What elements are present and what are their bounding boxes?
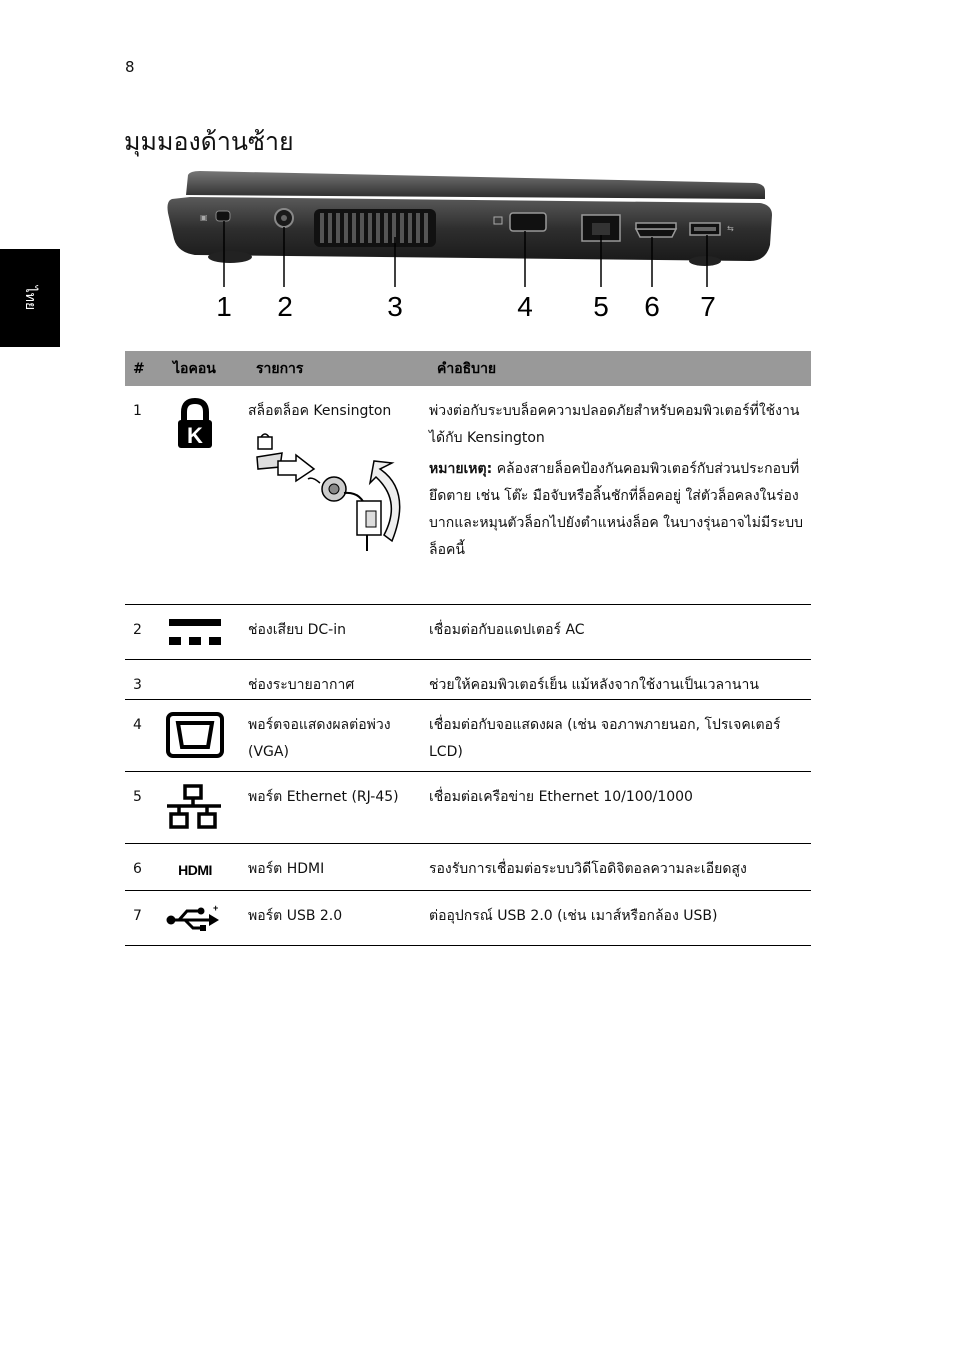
header-description: คำอธิบาย: [429, 351, 811, 386]
page-number: 8: [125, 58, 135, 76]
dc-in-icon: [167, 617, 223, 649]
row-description: รองรับการเชื่อมต่อระบบวิดีโอดิจิตอลความละเอียดสูง: [429, 844, 811, 891]
air-vent: [314, 209, 436, 247]
table-row: [125, 386, 811, 605]
callout-1: 1: [216, 291, 232, 322]
laptop-side-drawing: [160, 165, 780, 330]
vga-port: [510, 213, 546, 231]
table-row: [125, 772, 811, 844]
hdmi-icon: [165, 862, 225, 878]
row-item-label: สล็อตล็อค Kensington: [248, 403, 392, 419]
section-title: มุมมองด้านซ้าย: [124, 127, 294, 156]
row-item-label: พอร์ต HDMI: [248, 844, 429, 891]
vga-icon: [166, 712, 224, 758]
ethernet-icon: [165, 784, 223, 830]
table-row: [125, 891, 811, 946]
kensington-lock-icon: [175, 398, 215, 450]
row-description: พ่วงต่อกับระบบล็อคความปลอดภัยสำหรับคอมพิวเตอร์ที่ใช้งานได้กับ Kensington: [429, 403, 800, 446]
row-number: 1: [125, 386, 165, 605]
row-item-label: พอร์ตจอแสดงผลต่อพ่วง (VGA): [248, 700, 429, 772]
row-description: ต่ออุปกรณ์ USB 2.0 (เช่น เมาส์หรือกล้อง USB): [429, 891, 811, 946]
row-item-label: ช่องเสียบ DC-in: [248, 605, 429, 660]
row-description: ช่วยให้คอมพิวเตอร์เย็น แม้หลังจากใช้งานเป็นเวลานาน: [429, 660, 811, 700]
callout-4: 4: [517, 291, 533, 322]
laptop-left-view-illustration: [160, 165, 780, 330]
row-number: 4: [125, 700, 165, 772]
note-text: คล้องสายล็อคป้องกันคอมพิวเตอร์กับส่วนประกอบที่ยึดตาย เช่น โต๊ะ มือจับหรือลิ้นชักที่ล็อคอยู่ ใส่ตัวล็อคลงในร่องบากและหมุนตัวล็อกไปยังตำแหน่งล็อค ในบางรุ่นอาจไม่มีระบบล็อคนี้: [429, 461, 804, 558]
usb-icon: [165, 903, 221, 933]
laptop-foot-front: [208, 251, 252, 263]
table-row: [125, 605, 811, 660]
svg-text:⇆: ⇆: [727, 224, 734, 233]
laptop-base: [168, 197, 773, 261]
callout-3: 3: [387, 291, 403, 322]
row-number: 7: [125, 891, 165, 946]
row-number: 5: [125, 772, 165, 844]
note-label: หมายเหตุ:: [429, 461, 493, 477]
header-icon: ไอคอน: [165, 351, 248, 386]
row-description: เชื่อมต่อเครือข่าย Ethernet 10/100/1000: [429, 772, 811, 844]
header-item: รายการ: [248, 351, 429, 386]
laptop-lid: [186, 171, 765, 199]
hdmi-port: [636, 229, 676, 237]
svg-text:▣: ▣: [200, 213, 208, 222]
row-item-label: พอร์ต Ethernet (RJ-45): [248, 772, 429, 844]
callout-5: 5: [593, 291, 609, 322]
callout-2: 2: [277, 291, 293, 322]
svg-text:+: +: [213, 903, 219, 913]
table-header-row: [125, 351, 811, 386]
language-side-tab: [0, 249, 60, 347]
port-description-table: [125, 351, 811, 946]
table-row: [125, 700, 811, 772]
row-item-label: พอร์ต USB 2.0: [248, 891, 429, 946]
row-item-label: ช่องระบายอากาศ: [248, 660, 429, 700]
language-tab-label: ไทย: [22, 285, 38, 311]
callout-7: 7: [700, 291, 716, 322]
header-number: #: [125, 351, 165, 386]
row-number: 2: [125, 605, 165, 660]
callout-6: 6: [644, 291, 660, 322]
row-description: เชื่อมต่อกับอแดปเตอร์ AC: [429, 605, 811, 660]
row-number: 3: [125, 660, 165, 700]
svg-text:HDMI: HDMI: [178, 862, 212, 878]
row-description: เชื่อมต่อกับจอแสดงผล (เช่น จอภาพภายนอก, โปรเจคเตอร์ LCD): [429, 700, 811, 772]
svg-text:K: K: [187, 423, 203, 448]
table-row: [125, 660, 811, 700]
kensington-slot: [216, 211, 230, 221]
table-row: [125, 844, 811, 891]
row-number: 6: [125, 844, 165, 891]
lock-usage-illustration: [252, 431, 412, 556]
laptop-foot-rear: [689, 256, 721, 266]
